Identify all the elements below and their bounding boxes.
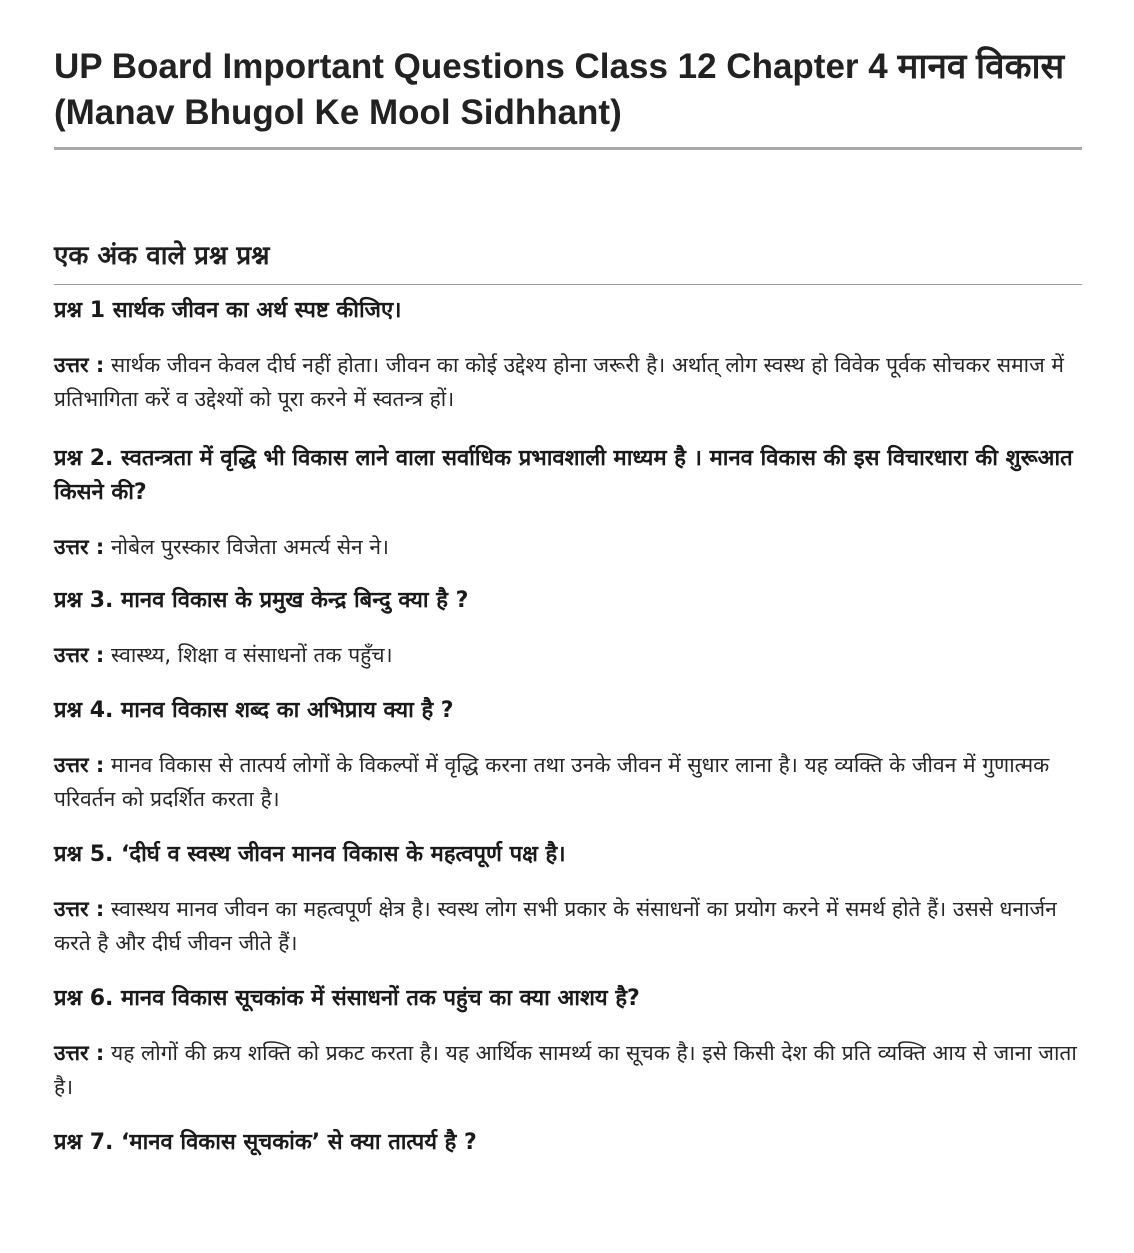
answer-label: उत्तर : bbox=[54, 753, 105, 777]
answer-text: मानव विकास से तात्पर्य लोगों के विकल्पों में वृद्धि करना तथा उनके जीवन में सुधार लाना है। यह व्यक्ति के जीवन में गुणात्मक परिवर्तन को प्रदर्शित करता है। bbox=[54, 753, 1050, 811]
answer-label: उत्तर : bbox=[54, 1041, 105, 1065]
answer-label: उत्तर : bbox=[54, 535, 105, 559]
section-divider bbox=[54, 284, 1082, 285]
answer-text: नोबेल पुरस्कार विजेता अमर्त्य सेन ने। bbox=[111, 535, 389, 559]
answer-text: यह लोगों की क्रय शक्ति को प्रकट करता है। यह आर्थिक सामर्थ्य का सूचक है। इसे किसी देश की प्रति व्यक्ति आय से जाना जाता है। bbox=[54, 1041, 1077, 1099]
answer-5 bbox=[54, 892, 1084, 960]
question-5: प्रश्न 5. ‘दीर्घ व स्वस्थ जीवन मानव विकास के महत्वपूर्ण पक्ष है। bbox=[54, 842, 566, 867]
page-title: UP Board Important Questions Class 12 Chapter 4 मानव विकास (Manav Bhugol Ke Mool Sidhhant) bbox=[54, 47, 1065, 132]
question-7: प्रश्न 7. ‘मानव विकास सूचकांक’ से क्या तात्पर्य है ? bbox=[54, 1130, 477, 1155]
section-heading: एक अंक वाले प्रश्न प्रश्न bbox=[54, 241, 270, 271]
answer-label: उत्तर : bbox=[54, 643, 105, 667]
answer-text: सार्थक जीवन केवल दीर्घ नहीं होता। जीवन का कोई उद्देश्य होना जरूरी है। अर्थात् लोग स्वस्थ हो विवेक पूर्वक सोचकर समाज में प्रतिभागिता करें व उद्देश्यों को पूरा करने में स्वतन्त्र हों। bbox=[54, 353, 1064, 411]
answer-text: स्वास्थ्य, शिक्षा व संसाधनों तक पहुँच। bbox=[111, 643, 393, 667]
answer-2 bbox=[54, 530, 1084, 564]
answer-3 bbox=[54, 638, 1084, 672]
answer-6 bbox=[54, 1036, 1084, 1104]
answer-text: स्वास्थय मानव जीवन का महत्वपूर्ण क्षेत्र है। स्वस्थ लोग सभी प्रकार के संसाधनों का प्रयोग करने में समर्थ होते हैं। उससे धनार्जन करते है और दीर्घ जीवन जीते हैं। bbox=[54, 897, 1057, 955]
question-4: प्रश्न 4. मानव विकास शब्द का अभिप्राय क्या है ? bbox=[54, 698, 454, 723]
question-6: प्रश्न 6. मानव विकास सूचकांक में संसाधनों तक पहुंच का क्या आशय है? bbox=[54, 986, 640, 1011]
answer-4 bbox=[54, 748, 1084, 816]
question-2: प्रश्न 2. स्वतन्त्रता में वृद्धि भी विकास लाने वाला सर्वाधिक प्रभावशाली माध्यम है । मानव विकास की इस विचारधारा की शुरूआत किसने की? bbox=[54, 446, 1073, 505]
answer-label: उत्तर : bbox=[54, 897, 105, 921]
title-divider bbox=[54, 147, 1082, 150]
answer-1 bbox=[54, 348, 1084, 416]
question-1: प्रश्न 1 सार्थक जीवन का अर्थ स्पष्ट कीजिए। bbox=[54, 298, 402, 323]
qa-list bbox=[54, 294, 1084, 1160]
question-3: प्रश्न 3. मानव विकास के प्रमुख केन्द्र बिन्दु क्या है ? bbox=[54, 588, 469, 613]
answer-label: उत्तर : bbox=[54, 353, 105, 377]
